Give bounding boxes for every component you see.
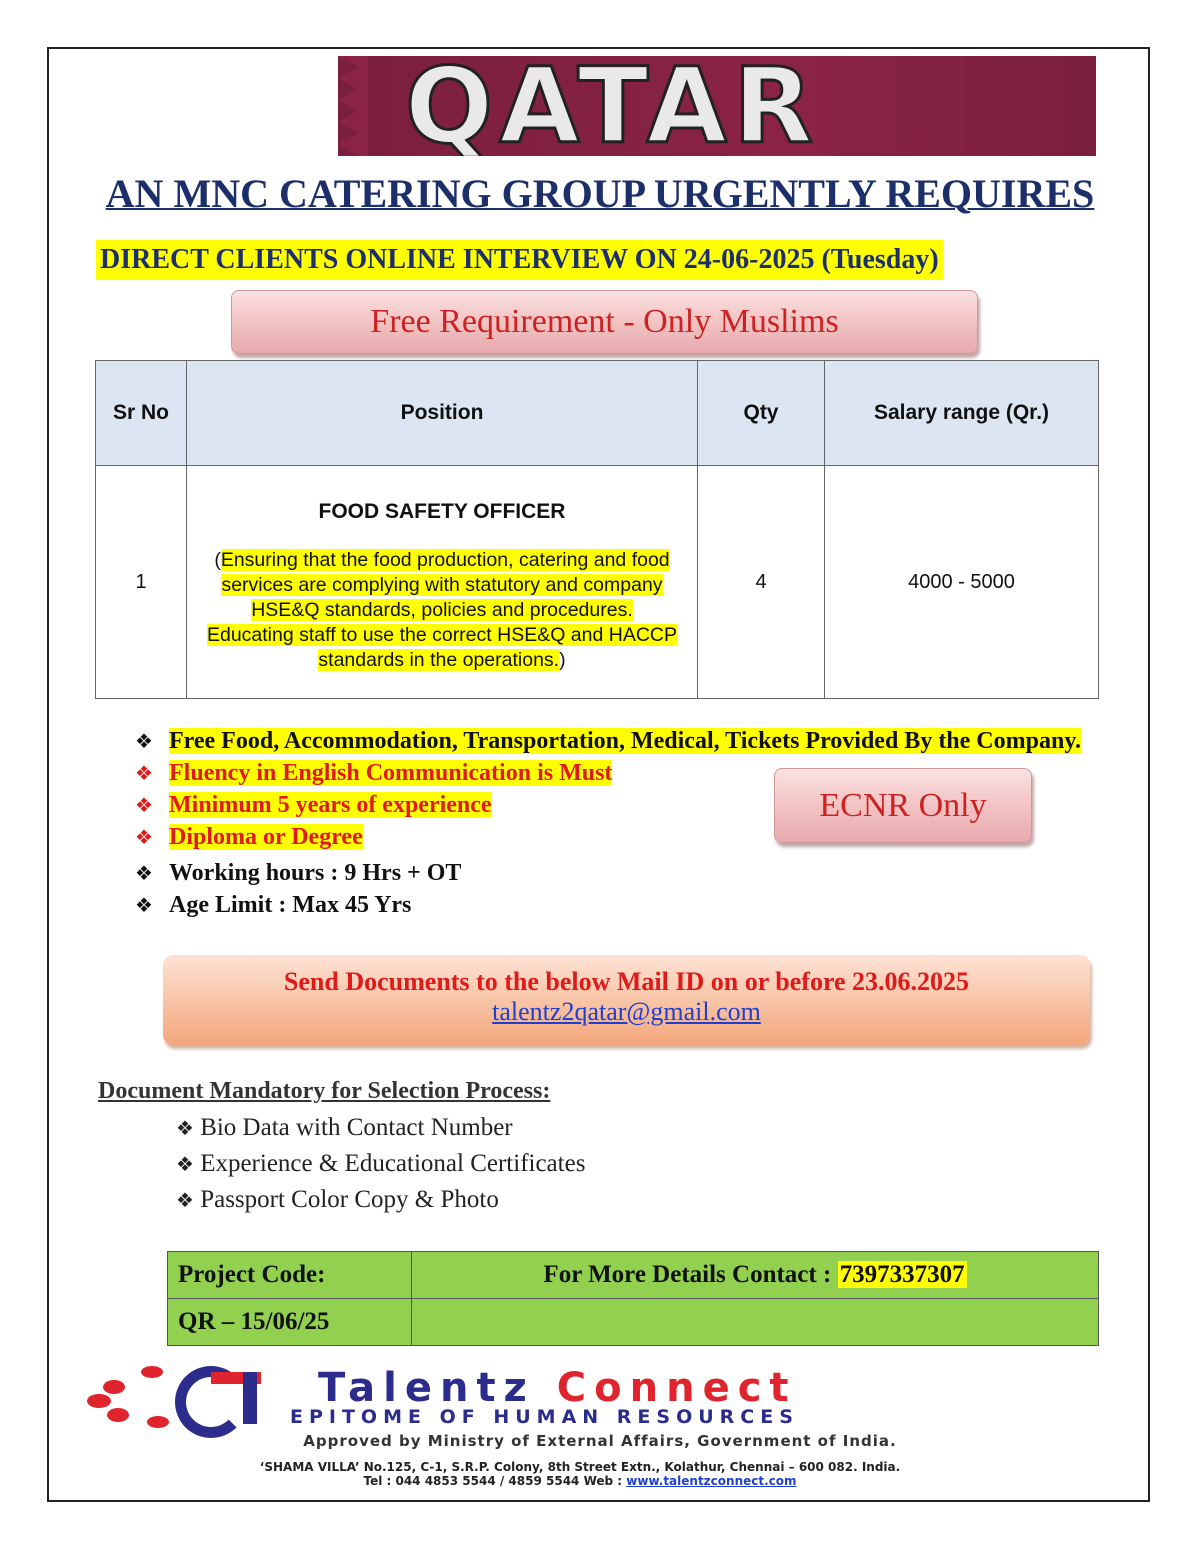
- table-row: [168, 1299, 1099, 1346]
- talentz-connect-logo: [83, 1362, 1123, 1442]
- contact-line: Tel : 044 4853 5544 / 4859 5544 Web : www.talentzconnect.com: [363, 1474, 797, 1488]
- empty-cell: [412, 1299, 1099, 1346]
- brand-name: Talentz Connect: [318, 1365, 797, 1411]
- positions-table: [95, 360, 1099, 699]
- send-documents-box: [163, 955, 1090, 1045]
- table-header-row: [96, 361, 1099, 466]
- diamond-bullet-icon: ❖: [135, 793, 153, 817]
- email-link[interactable]: talentz2qatar@gmail.com: [492, 997, 761, 1026]
- diamond-bullet-icon: ❖: [135, 893, 153, 917]
- position-description: (Ensuring that the food production, catering and food services are complying with statutory and company HSE&Q standards, policies and procedures. Educating staff to use the correct HSE&Q and HACCP standards in the operations.): [206, 548, 678, 671]
- description-line-2: Educating staff to use the correct HSE&Q and HACCP standards in the operations.: [206, 623, 678, 671]
- qatar-banner: [128, 56, 1096, 156]
- logo-dot: [87, 1394, 111, 1408]
- diamond-bullet-icon: ❖: [135, 761, 153, 785]
- list-item: ❖ Diploma or Degree: [135, 821, 1095, 853]
- diamond-bullet-icon: ❖: [135, 729, 153, 753]
- banner-title: QATAR: [404, 56, 820, 156]
- column-header: Qty: [698, 361, 825, 466]
- project-table: [167, 1251, 1099, 1346]
- list-item: ❖ Bio Data with Contact Number: [176, 1114, 513, 1141]
- brand-tagline: EPITOME OF HUMAN RESOURCES: [290, 1406, 799, 1428]
- logo-dot: [147, 1416, 169, 1428]
- contact-label: For More Details Contact :: [543, 1261, 838, 1288]
- qty-cell: 4: [698, 466, 825, 699]
- contact-phone[interactable]: 7397337307: [839, 1261, 965, 1288]
- column-header: Sr No: [96, 361, 187, 466]
- project-code-value: QR – 15/06/25: [168, 1299, 412, 1346]
- list-item: ❖ Free Food, Accommodation, Transportation, Medical, Tickets Provided By the Company.: [135, 725, 1095, 757]
- diamond-bullet-icon: ❖: [176, 1152, 194, 1176]
- documents-list: [176, 1110, 585, 1218]
- sr-no-cell: 1: [96, 466, 187, 699]
- diamond-bullet-icon: ❖: [176, 1116, 194, 1140]
- list-item: ❖ Passport Color Copy & Photo: [176, 1186, 499, 1213]
- position-title: FOOD SAFETY OFFICER: [318, 499, 566, 523]
- documents-title: Document Mandatory for Selection Process:: [98, 1078, 551, 1104]
- interview-date: DIRECT CLIENTS ONLINE INTERVIEW ON 24-06-2025 (Tuesday): [96, 240, 943, 280]
- column-header: Salary range (Qr.): [825, 361, 1099, 466]
- page-headline: AN MNC CATERING GROUP URGENTLY REQUIRES: [105, 171, 1095, 216]
- logo-dot: [103, 1380, 125, 1394]
- description-line-1: Ensuring that the food production, catering and food services are complying with statutory and company HSE&Q standards, policies and procedures.: [220, 548, 670, 621]
- logo-dot: [141, 1366, 163, 1378]
- ecnr-badge: ECNR Only: [774, 768, 1032, 843]
- project-code-label: Project Code:: [168, 1252, 412, 1299]
- approval-line: Approved by Ministry of External Affairs, Government of India.: [303, 1432, 897, 1450]
- column-header: Position: [187, 361, 698, 466]
- logo-t-stem: [243, 1372, 257, 1424]
- list-item: ❖ Age Limit : Max 45 Yrs: [135, 889, 1095, 921]
- table-row: [96, 466, 1099, 699]
- position-cell: [187, 466, 698, 699]
- table-row: [168, 1252, 1099, 1299]
- diamond-bullet-icon: ❖: [176, 1188, 194, 1212]
- free-requirement-banner: Free Requirement - Only Muslims: [231, 290, 978, 354]
- footer-address: [0, 1460, 1160, 1488]
- send-documents-title: Send Documents to the below Mail ID on or before 23.06.2025: [283, 967, 970, 996]
- list-item: ❖ Working hours : 9 Hrs + OT: [135, 857, 1095, 889]
- diamond-bullet-icon: ❖: [135, 861, 153, 885]
- address-line: ‘SHAMA VILLA’ No.125, C-1, S.R.P. Colony, 8th Street Extn., Kolathur, Chennai – 600 082. India.: [259, 1460, 901, 1474]
- contact-cell: [412, 1252, 1099, 1299]
- list-item: ❖ Experience & Educational Certificates: [176, 1150, 586, 1177]
- diamond-bullet-icon: ❖: [135, 825, 153, 849]
- list-item: ❖ Minimum 5 years of experience: [135, 789, 1095, 821]
- website-link[interactable]: www.talentzconnect.com: [626, 1474, 797, 1488]
- salary-cell: 4000 - 5000: [825, 466, 1099, 699]
- logo-dot: [107, 1408, 129, 1422]
- list-item: ❖ Fluency in English Communication is Must: [135, 757, 1095, 789]
